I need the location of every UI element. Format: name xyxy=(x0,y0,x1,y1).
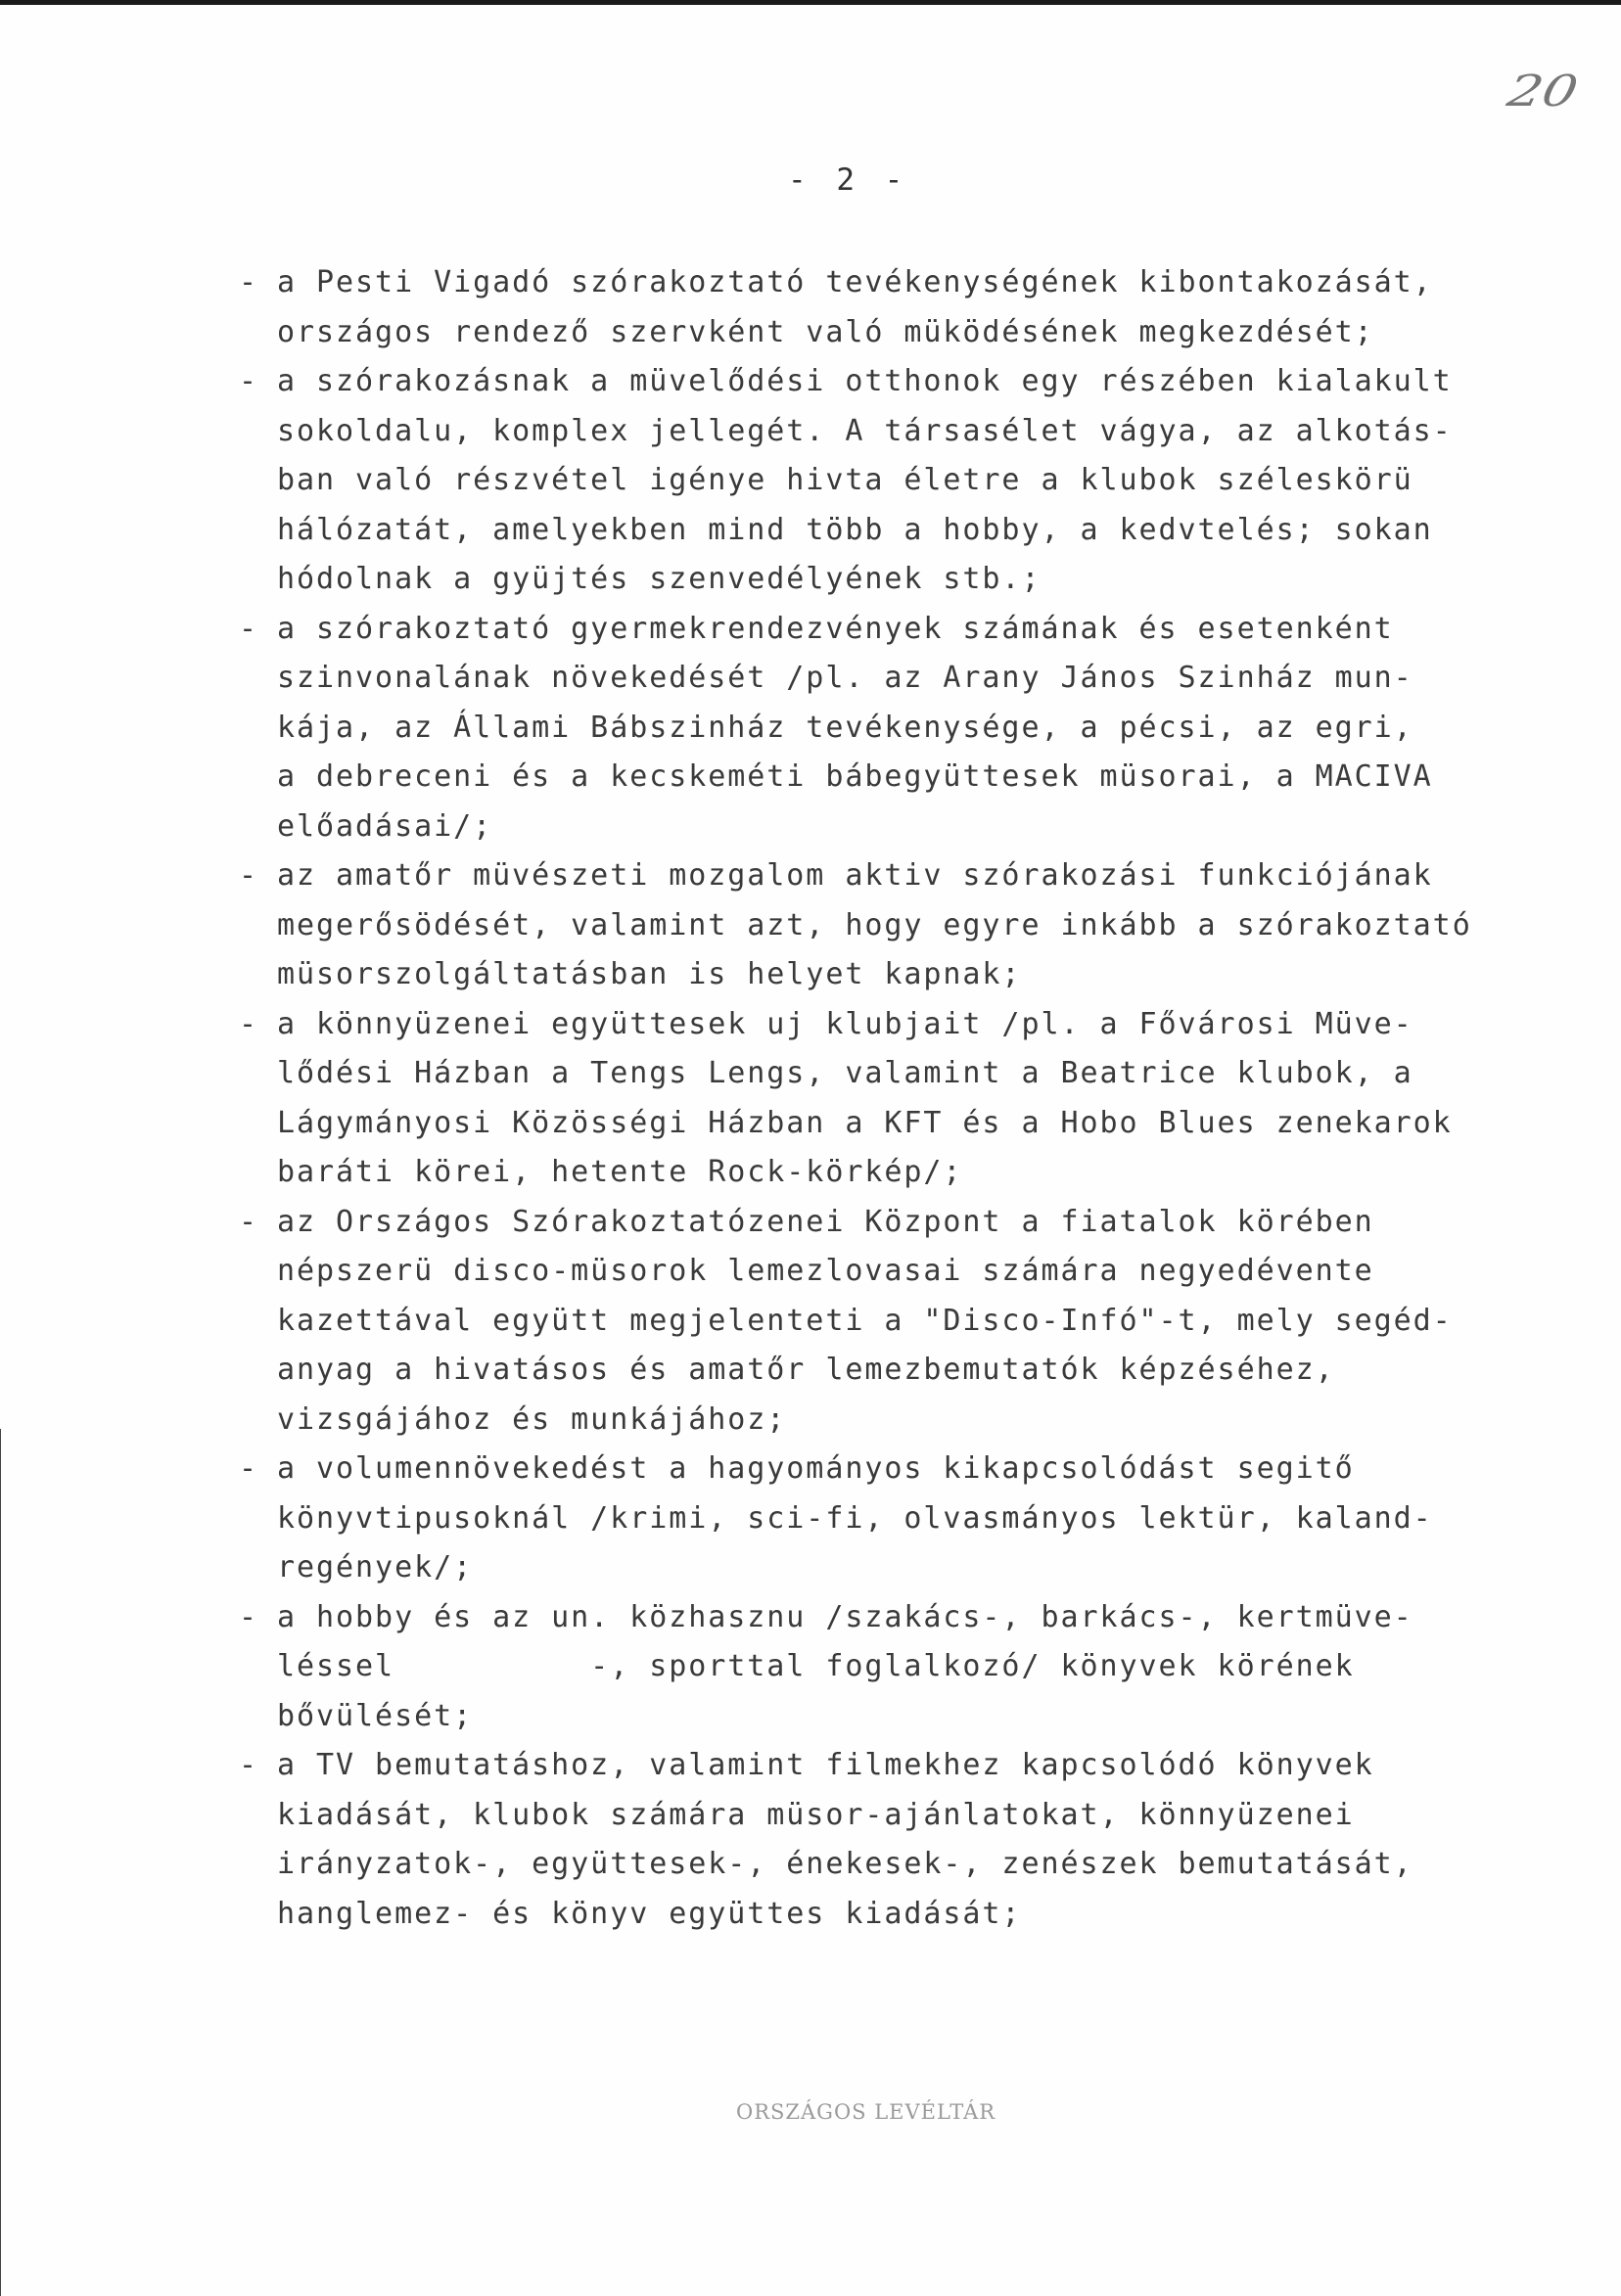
text-line xyxy=(0,1692,1621,1742)
text-line xyxy=(0,803,1621,852)
line-text: a debreceni és a kecskeméti bábegyüttesek müsorai, a MACIVA xyxy=(277,759,1433,794)
line-text: a Pesti Vigadó szórakoztató tevékenységének kibontakozását, xyxy=(277,265,1433,299)
text-line xyxy=(0,1791,1621,1841)
line-text: hanglemez- és könyv együttes kiadását; xyxy=(277,1896,1022,1931)
list-item xyxy=(0,258,1621,357)
text-line xyxy=(0,308,1621,358)
text-line xyxy=(0,851,1621,901)
bullet-dash: - xyxy=(239,1599,259,1634)
text-line xyxy=(0,1346,1621,1396)
line-text: az amatőr müvészeti mozgalom aktiv szórakozási funkciójának xyxy=(277,858,1433,893)
line-text: szinvonalának növekedését /pl. az Arany János Szinház mun- xyxy=(277,661,1413,695)
text-line xyxy=(0,1396,1621,1446)
list-item xyxy=(0,1741,1621,1939)
text-line xyxy=(0,950,1621,1000)
text-line xyxy=(0,1840,1621,1890)
line-text: hódolnak a gyüjtés szenvedélyének stb.; xyxy=(277,562,1042,596)
list-item xyxy=(0,1000,1621,1198)
text-line xyxy=(0,1247,1621,1297)
text-line xyxy=(0,1543,1621,1593)
text-line xyxy=(0,1000,1621,1050)
text-line xyxy=(0,753,1621,803)
bullet-dash: - xyxy=(239,265,259,299)
text-line xyxy=(0,258,1621,308)
line-text: regények/; xyxy=(277,1550,474,1584)
list-item xyxy=(0,605,1621,852)
text-line xyxy=(0,456,1621,506)
line-text: baráti körei, hetente Rock-körkép/; xyxy=(277,1155,963,1189)
document-body xyxy=(0,258,1621,1939)
bullet-dash: - xyxy=(239,1006,259,1041)
line-text: müsorszolgáltatásban is helyet kapnak; xyxy=(277,957,1022,991)
bullet-dash: - xyxy=(239,858,259,893)
bullet-dash: - xyxy=(239,611,259,646)
line-text: a TV bemutatáshoz, valamint filmekhez kapcsolódó könyvek xyxy=(277,1748,1374,1782)
list-item xyxy=(0,357,1621,605)
list-item xyxy=(0,1198,1621,1446)
line-text: előadásai/; xyxy=(277,808,493,844)
line-text: az Országos Szórakoztatózenei Központ a fiatalok körében xyxy=(277,1204,1374,1239)
line-text: sokoldalu, komplex jellegét. A társasélet vágya, az alkotás- xyxy=(277,413,1453,448)
line-text: vizsgájához és munkájához; xyxy=(277,1401,787,1437)
bullet-dash: - xyxy=(239,1204,259,1239)
line-text: hálózatát, amelyekben mind több a hobby, a kedvtelés; sokan xyxy=(277,512,1433,547)
text-line xyxy=(0,1890,1621,1940)
bullet-dash: - xyxy=(239,1748,259,1782)
text-line xyxy=(0,1494,1621,1544)
list-item xyxy=(0,1593,1621,1742)
list-item xyxy=(0,851,1621,1000)
archive-stamp: ORSZÁGOS LEVÉLTÁR xyxy=(736,2100,996,2124)
scan-top-edge xyxy=(0,0,1621,5)
handwritten-folio-number: 20 xyxy=(1503,67,1583,116)
bullet-dash: - xyxy=(239,364,259,398)
line-text: lődési Házban a Tengs Lengs, valamint a Beatrice klubok, a xyxy=(277,1056,1413,1090)
line-text: léssel -, sporttal foglalkozó/ könyvek körének xyxy=(277,1649,1355,1683)
text-line xyxy=(0,1198,1621,1248)
text-line xyxy=(0,901,1621,951)
text-line xyxy=(0,1445,1621,1494)
text-line xyxy=(0,1297,1621,1347)
text-line xyxy=(0,506,1621,556)
line-text: bővülését; xyxy=(277,1698,474,1733)
line-text: országos rendező szervként való müködésének megkezdését; xyxy=(277,314,1374,349)
line-text: kája, az Állami Bábszinház tevékenysége, a pécsi, az egri, xyxy=(277,710,1413,745)
line-text: irányzatok-, együttesek-, énekesek-, zenészek bemutatását, xyxy=(277,1847,1413,1881)
text-line xyxy=(0,1593,1621,1643)
list-item xyxy=(0,1445,1621,1593)
text-line xyxy=(0,357,1621,407)
text-line xyxy=(0,654,1621,704)
text-line xyxy=(0,1099,1621,1149)
page-number: - 2 - xyxy=(788,162,909,198)
text-line xyxy=(0,1049,1621,1099)
line-text: népszerü disco-müsorok lemezlovasai számára negyedévente xyxy=(277,1254,1374,1288)
line-text: Lágymányosi Közösségi Házban a KFT és a Hobo Blues zenekarok xyxy=(277,1105,1453,1140)
line-text: a könnyüzenei együttesek uj klubjait /pl. a Fővárosi Müve- xyxy=(277,1006,1413,1041)
bullet-dash: - xyxy=(239,1451,259,1486)
line-text: a volumennövekedést a hagyományos kikapcsolódást segitő xyxy=(277,1451,1355,1486)
line-text: megerősödését, valamint azt, hogy egyre inkább a szórakoztató xyxy=(277,907,1472,942)
text-line xyxy=(0,1642,1621,1692)
line-text: kiadását, klubok számára müsor-ajánlatokat, könnyüzenei xyxy=(277,1797,1355,1832)
text-line xyxy=(0,407,1621,457)
text-line xyxy=(0,704,1621,754)
line-text: anyag a hivatásos és amatőr lemezbemutatók képzéséhez, xyxy=(277,1353,1335,1387)
line-text: a hobby és az un. közhasznu /szakács-, barkács-, kertmüve- xyxy=(277,1599,1413,1634)
line-text: a szórakoztató gyermekrendezvények számának és esetenként xyxy=(277,611,1394,646)
text-line xyxy=(0,555,1621,605)
text-line xyxy=(0,1741,1621,1791)
line-text: ban való részvétel igénye hivta életre a klubok széleskörü xyxy=(277,463,1413,497)
text-line xyxy=(0,605,1621,655)
text-line xyxy=(0,1148,1621,1198)
line-text: könyvtipusoknál /krimi, sci-fi, olvasmányos lektür, kaland- xyxy=(277,1500,1433,1536)
line-text: a szórakozásnak a müvelődési otthonok egy részében kialakult xyxy=(277,364,1453,398)
line-text: kazettával együtt megjelenteti a "Disco-Infó"-t, mely segéd- xyxy=(277,1303,1453,1338)
